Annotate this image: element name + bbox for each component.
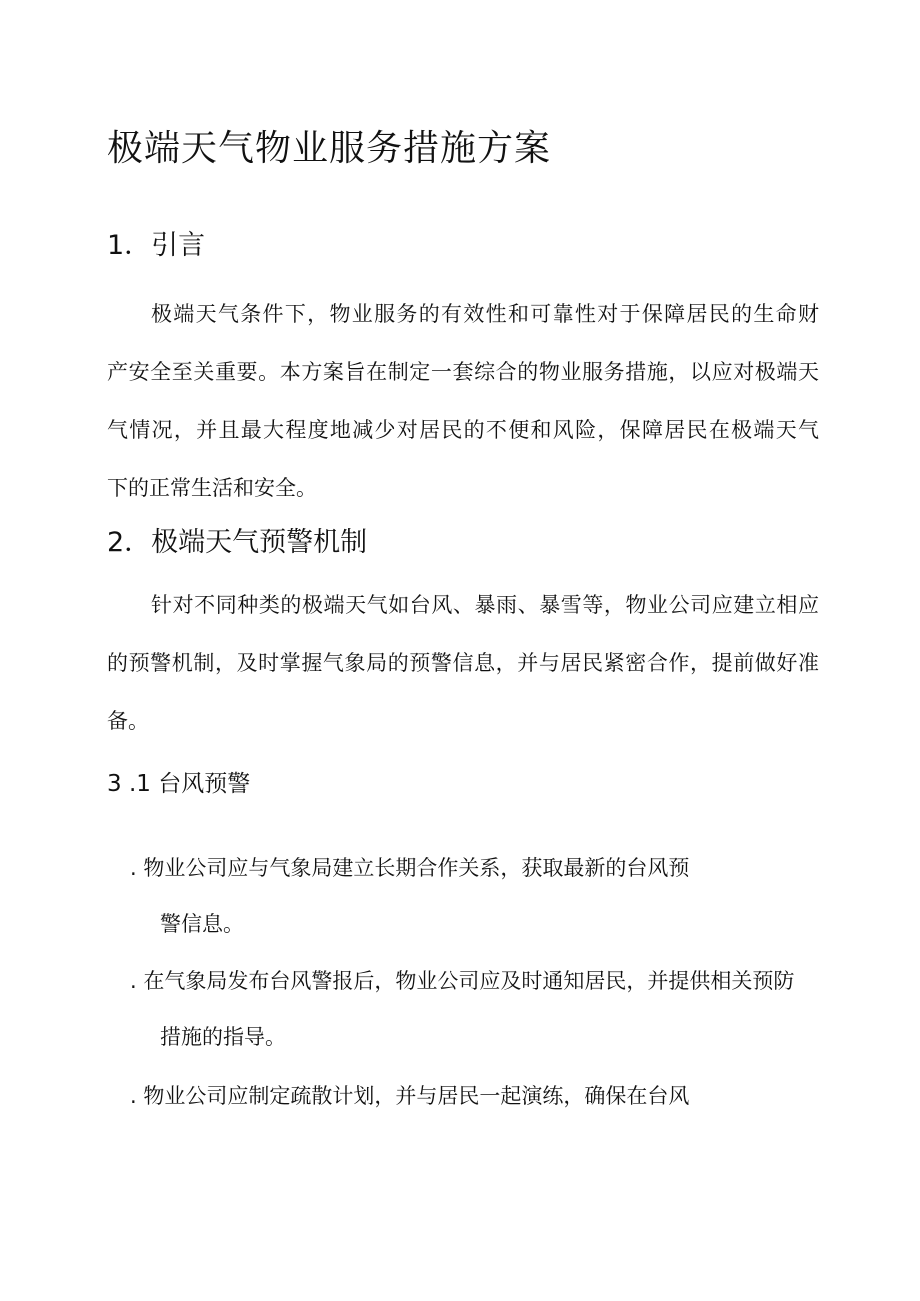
paragraph-line: 针对不同种类的极端天气如台风、暴雨、暴雪等，物业公司应建立相应 (151, 593, 819, 617)
section-heading-intro: 1．引言 (107, 230, 206, 261)
list-item-text: . 在气象局发布台风警报后，物业公司应及时通知居民，并提供相关预防 (130, 969, 795, 993)
paragraph-line: 气情况，并且最大程度地减少对居民的不便和风险，保障居民在极端天气 (107, 418, 819, 442)
list-item-text: . 物业公司应制定疏散计划，并与居民一起演练，确保在台风 (130, 1084, 690, 1108)
list-item (130, 1080, 689, 1110)
subsection-heading-typhoon: 3 .1 台风预警 (107, 771, 251, 797)
intro-paragraph (107, 285, 819, 517)
section-heading-warning-mechanism: 2．极端天气预警机制 (107, 527, 368, 558)
list-item (130, 965, 794, 1051)
paragraph-line: 极端天气条件下，物业服务的有效性和可靠性对于保障居民的生命财 (151, 302, 819, 326)
list-item (130, 852, 689, 938)
list-item-continuation: 措施的指导。 (160, 1025, 286, 1049)
warning-paragraph (107, 576, 819, 750)
paragraph-line: 产安全至关重要。本方案旨在制定一套综合的物业服务措施，以应对极端天 (107, 360, 819, 384)
paragraph-line: 下的正常生活和安全。 (107, 476, 317, 500)
paragraph-line: 的预警机制，及时掌握气象局的预警信息，并与居民紧密合作，提前做好准 (107, 651, 819, 675)
list-item-text: . 物业公司应与气象局建立长期合作关系，获取最新的台风预 (130, 856, 690, 880)
paragraph-line: 备。 (107, 709, 149, 733)
document-title: 极端天气物业服务措施方案 (107, 128, 552, 169)
list-item-continuation: 警信息。 (160, 912, 244, 936)
